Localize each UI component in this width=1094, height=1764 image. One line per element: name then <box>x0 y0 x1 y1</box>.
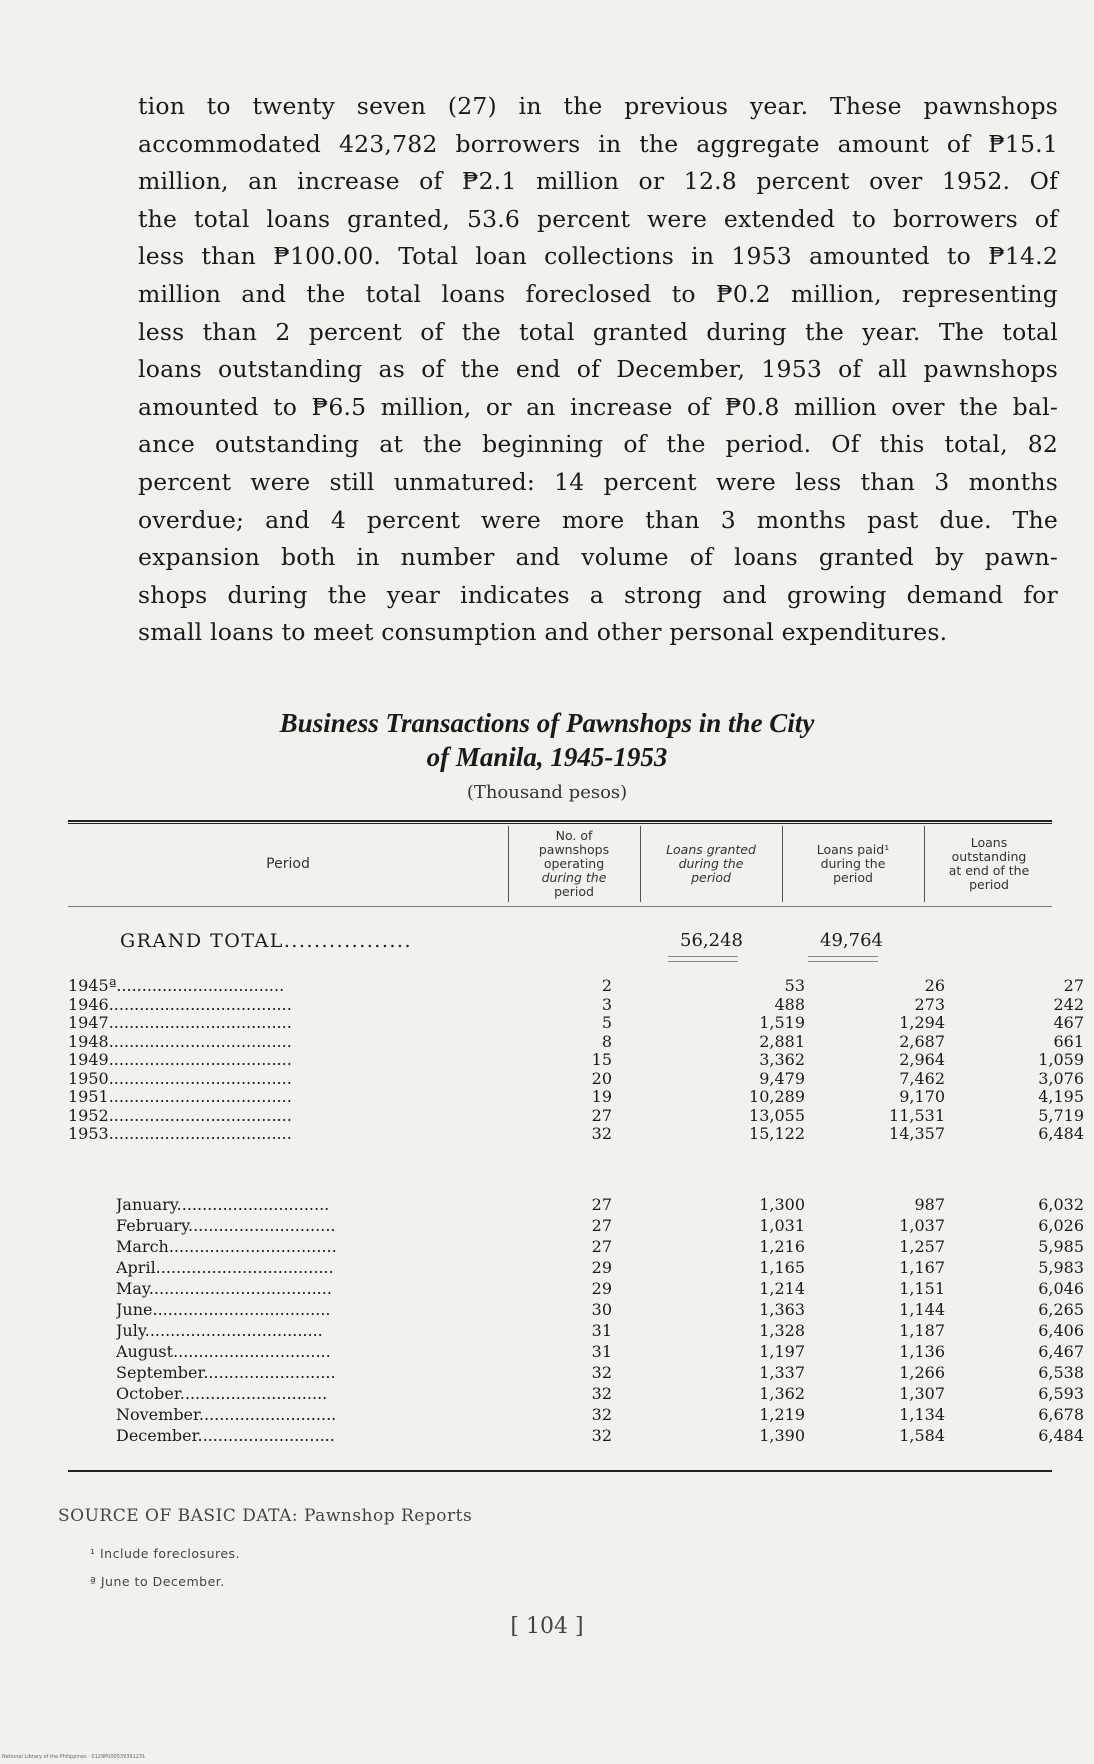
cell-loans-outstanding: 6,593 <box>1038 1384 1084 1403</box>
table-top-rule <box>68 820 1052 822</box>
cell-pawnshops: 2 <box>601 976 612 995</box>
cell-loans-paid: 1,136 <box>899 1342 945 1361</box>
cell-loans-granted: 1,031 <box>759 1216 805 1235</box>
header-loans-paid: Loans paid¹ during the period <box>816 842 890 885</box>
cell-loans-granted: 1,197 <box>759 1342 805 1361</box>
table-row <box>68 994 1084 1014</box>
cell-loans-outstanding: 6,538 <box>1038 1363 1084 1382</box>
cell-loans-granted: 9,479 <box>759 1068 805 1088</box>
table-row <box>68 1426 1084 1445</box>
row-period: February............................. <box>116 1217 336 1235</box>
cell-pawnshops: 3 <box>601 994 612 1014</box>
cell-loans-outstanding: 6,484 <box>1038 1124 1084 1143</box>
paragraph-line: loans outstanding as of the end of December, 1953 of all pawnshops <box>138 355 1058 384</box>
cell-loans-granted: 1,328 <box>759 1321 805 1340</box>
row-period: 1953.................................... <box>68 1125 292 1143</box>
cell-loans-granted: 1,390 <box>759 1426 805 1445</box>
cell-loans-granted: 3,362 <box>759 1050 805 1069</box>
header-divider <box>640 826 641 902</box>
row-period: 1952.................................... <box>68 1106 292 1125</box>
paragraph-line: expansion both in number and volume of loans granted by pawn- <box>138 543 1058 572</box>
cell-loans-granted: 1,214 <box>759 1279 805 1298</box>
cell-loans-granted: 1,363 <box>759 1300 805 1319</box>
paragraph-line: percent were still unmatured: 14 percent were less than 3 months <box>138 467 1058 496</box>
cell-loans-granted: 1,300 <box>759 1195 805 1214</box>
row-period: 1949.................................... <box>68 1051 292 1069</box>
cell-loans-outstanding: 6,032 <box>1038 1195 1084 1214</box>
total-double-rule <box>808 956 878 962</box>
scan-credit: National Library of the Philippines · 0129P000539391231 <box>2 1754 146 1760</box>
cell-pawnshops: 19 <box>591 1087 612 1106</box>
table-row <box>68 1216 1084 1235</box>
footnote-a: ª June to December. <box>90 1574 225 1589</box>
cell-loans-paid: 1,584 <box>899 1426 945 1445</box>
table-row <box>68 1195 1084 1214</box>
cell-pawnshops: 31 <box>591 1342 612 1361</box>
paragraph-line: small loans to meet consumption and other personal expenditures. <box>138 618 948 647</box>
header-loans-outstanding: Loans outstanding at end of the period <box>948 835 1030 892</box>
cell-loans-paid: 1,167 <box>899 1258 945 1277</box>
cell-loans-outstanding: 3,076 <box>1038 1068 1084 1088</box>
header-period: Period <box>266 856 310 872</box>
row-period: 1950.................................... <box>68 1069 292 1088</box>
cell-loans-granted: 10,289 <box>749 1087 805 1106</box>
cell-pawnshops: 29 <box>591 1258 612 1277</box>
table-row <box>68 976 1084 995</box>
cell-loans-granted: 15,122 <box>749 1124 805 1143</box>
table-bottom-rule <box>68 1470 1052 1472</box>
cell-loans-paid: 11,531 <box>889 1105 945 1125</box>
paragraph-line: million, an increase of ₱2.1 million or 12.8 percent over 1952. Of <box>138 167 1058 196</box>
row-period: 1948.................................... <box>68 1032 292 1051</box>
cell-pawnshops: 27 <box>591 1105 612 1125</box>
cell-loans-paid: 1,134 <box>899 1405 945 1424</box>
table-row <box>68 1124 1084 1143</box>
row-period: March................................. <box>116 1238 337 1256</box>
paragraph-line: accommodated 423,782 borrowers in the aggregate amount of ₱15.1 <box>138 129 1058 158</box>
source-note: SOURCE OF BASIC DATA: Pawnshop Reports <box>58 1506 473 1526</box>
table-row <box>68 1384 1084 1403</box>
row-period: April................................... <box>116 1259 334 1277</box>
grand-total-paid: 49,764 <box>820 930 883 951</box>
grand-total-label: GRAND TOTAL................. <box>120 930 412 952</box>
cell-pawnshops: 27 <box>591 1237 612 1256</box>
table-row <box>68 1405 1084 1424</box>
row-period: 1951.................................... <box>68 1088 292 1106</box>
row-period: 1945ª................................. <box>68 977 285 995</box>
row-period: June................................... <box>116 1301 331 1319</box>
cell-loans-outstanding: 242 <box>1053 994 1084 1014</box>
cell-pawnshops: 29 <box>591 1279 612 1298</box>
cell-loans-granted: 1,362 <box>759 1384 805 1403</box>
table-top-rule-thin <box>68 823 1052 824</box>
header-pawnshops: No. of pawnshops operating during the period <box>538 828 610 899</box>
cell-loans-granted: 1,216 <box>759 1237 805 1256</box>
total-double-rule <box>668 956 738 962</box>
cell-loans-paid: 1,151 <box>899 1279 945 1298</box>
row-period: December........................... <box>116 1427 335 1445</box>
table-row <box>68 1342 1084 1361</box>
cell-loans-outstanding: 6,406 <box>1038 1321 1084 1340</box>
paragraph-line: ance outstanding at the beginning of the period. Of this total, 82 <box>138 430 1058 459</box>
cell-loans-outstanding: 6,026 <box>1038 1216 1084 1235</box>
row-period: 1946.................................... <box>68 995 292 1014</box>
table-row <box>68 1013 1084 1032</box>
table-row <box>68 1050 1084 1069</box>
page-number: [ 104 ] <box>510 1614 584 1639</box>
cell-pawnshops: 32 <box>591 1124 612 1143</box>
cell-loans-granted: 488 <box>774 994 805 1014</box>
table-row <box>68 1068 1084 1088</box>
cell-loans-granted: 1,337 <box>759 1363 805 1382</box>
cell-loans-paid: 987 <box>914 1195 945 1214</box>
cell-loans-granted: 1,165 <box>759 1258 805 1277</box>
cell-loans-paid: 2,687 <box>899 1031 945 1051</box>
row-period: January.............................. <box>116 1196 330 1214</box>
cell-loans-outstanding: 5,719 <box>1038 1105 1084 1125</box>
table-row <box>68 1321 1084 1340</box>
table-row <box>68 1105 1084 1125</box>
cell-loans-granted: 53 <box>784 976 805 995</box>
paragraph-line: less than 2 percent of the total granted during the year. The total <box>138 317 1058 346</box>
table-row <box>68 1279 1084 1298</box>
cell-pawnshops: 32 <box>591 1384 612 1403</box>
cell-loans-outstanding: 4,195 <box>1038 1087 1084 1106</box>
cell-pawnshops: 20 <box>591 1068 612 1088</box>
cell-loans-outstanding: 5,983 <box>1038 1258 1084 1277</box>
header-divider <box>782 826 783 902</box>
cell-pawnshops: 8 <box>601 1031 612 1051</box>
cell-pawnshops: 15 <box>591 1050 612 1069</box>
cell-loans-paid: 9,170 <box>899 1087 945 1106</box>
paragraph-line: the total loans granted, 53.6 percent were extended to borrowers of <box>138 204 1058 233</box>
cell-loans-outstanding: 5,985 <box>1038 1237 1084 1256</box>
cell-loans-outstanding: 27 <box>1063 976 1084 995</box>
cell-pawnshops: 27 <box>591 1216 612 1235</box>
header-bottom-rule <box>68 906 1052 907</box>
cell-loans-granted: 1,219 <box>759 1405 805 1424</box>
paragraph-line: amounted to ₱6.5 million, or an increase of ₱0.8 million over the bal- <box>138 392 1058 421</box>
cell-loans-paid: 1,187 <box>899 1321 945 1340</box>
cell-loans-granted: 2,881 <box>759 1031 805 1051</box>
cell-loans-paid: 273 <box>914 994 945 1014</box>
footnote-1: ¹ Include foreclosures. <box>90 1546 241 1561</box>
row-period: October............................. <box>116 1385 328 1403</box>
row-period: 1947.................................... <box>68 1014 292 1032</box>
table-row <box>68 1258 1084 1277</box>
paragraph-line: million and the total loans foreclosed to ₱0.2 million, representing <box>138 279 1058 308</box>
cell-loans-paid: 26 <box>924 976 945 995</box>
cell-loans-paid: 1,266 <box>899 1363 945 1382</box>
paragraph-line: less than ₱100.00. Total loan collections in 1953 amounted to ₱14.2 <box>138 242 1058 271</box>
cell-pawnshops: 5 <box>601 1013 612 1032</box>
cell-loans-granted: 1,519 <box>759 1013 805 1032</box>
cell-loans-outstanding: 661 <box>1053 1031 1084 1051</box>
table-row <box>68 1300 1084 1319</box>
row-period: August............................... <box>116 1343 331 1361</box>
cell-pawnshops: 27 <box>591 1195 612 1214</box>
cell-loans-paid: 1,294 <box>899 1013 945 1032</box>
table-title-line-2: of Manila, 1945-1953 <box>426 742 668 772</box>
table-title-line-1: Business Transactions of Pawnshops in the City <box>279 708 815 738</box>
header-divider <box>508 826 509 902</box>
row-period: September.......................... <box>116 1364 336 1382</box>
cell-pawnshops: 31 <box>591 1321 612 1340</box>
row-period: July................................... <box>116 1322 323 1340</box>
grand-total-granted: 56,248 <box>680 930 743 951</box>
cell-pawnshops: 32 <box>591 1405 612 1424</box>
row-period: May.................................... <box>116 1280 332 1298</box>
body-paragraph <box>138 88 1058 652</box>
table-row <box>68 1087 1084 1106</box>
header-loans-granted: Loans granted during the period <box>666 842 756 885</box>
cell-loans-granted: 13,055 <box>749 1105 805 1125</box>
cell-loans-outstanding: 6,046 <box>1038 1279 1084 1298</box>
cell-loans-paid: 7,462 <box>899 1068 945 1088</box>
header-divider <box>924 826 925 902</box>
cell-loans-paid: 1,307 <box>899 1384 945 1403</box>
cell-pawnshops: 32 <box>591 1363 612 1382</box>
cell-loans-outstanding: 1,059 <box>1038 1050 1084 1069</box>
cell-loans-outstanding: 6,484 <box>1038 1426 1084 1445</box>
cell-loans-outstanding: 6,265 <box>1038 1300 1084 1319</box>
cell-loans-paid: 1,144 <box>899 1300 945 1319</box>
table-unit: (Thousand pesos) <box>466 782 628 803</box>
table-row <box>68 1031 1084 1051</box>
cell-pawnshops: 30 <box>591 1300 612 1319</box>
paragraph-line: overdue; and 4 percent were more than 3 months past due. The <box>138 505 1058 534</box>
cell-loans-outstanding: 6,678 <box>1038 1405 1084 1424</box>
cell-loans-paid: 14,357 <box>889 1124 945 1143</box>
cell-loans-paid: 2,964 <box>899 1050 945 1069</box>
paragraph-line: shops during the year indicates a strong and growing demand for <box>138 580 1058 609</box>
cell-loans-outstanding: 467 <box>1053 1013 1084 1032</box>
cell-loans-paid: 1,037 <box>899 1216 945 1235</box>
paragraph-line: tion to twenty seven (27) in the previous year. These pawnshops <box>138 92 1058 120</box>
table-row <box>68 1363 1084 1382</box>
table-row <box>68 1237 1084 1256</box>
row-period: November........................... <box>116 1406 337 1424</box>
cell-loans-outstanding: 6,467 <box>1038 1342 1084 1361</box>
cell-loans-paid: 1,257 <box>899 1237 945 1256</box>
cell-pawnshops: 32 <box>591 1426 612 1445</box>
